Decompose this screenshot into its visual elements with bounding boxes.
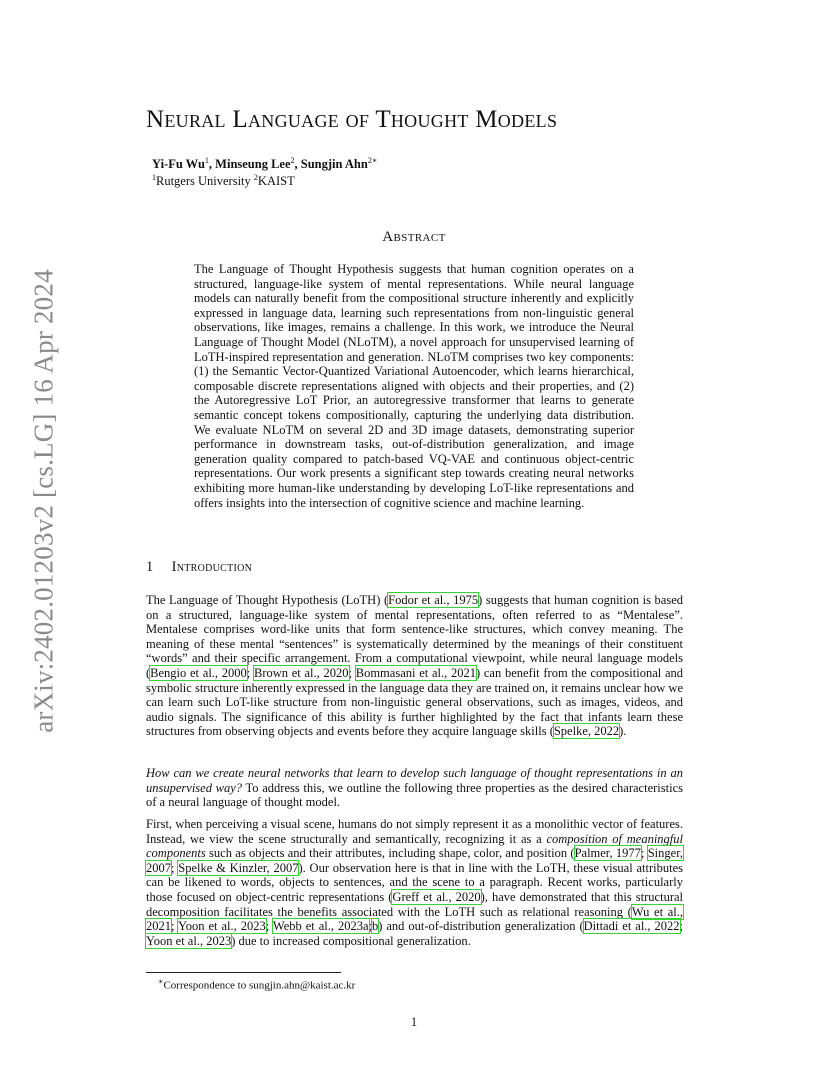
author-affiliation-mark: 2∗ (367, 156, 378, 165)
author-name: Sungjin Ahn (300, 157, 368, 172)
citation-link[interactable]: Greff et al., 2020 (392, 889, 481, 904)
affiliation-mark: 2 (253, 173, 258, 182)
section-number: 1 (146, 559, 154, 575)
affiliation-name: Rutgers University (156, 174, 254, 189)
abstract-heading: Abstract (382, 229, 446, 245)
citation-link[interactable]: Fodor et al., 1975 (388, 593, 479, 607)
footnote-text: Correspondence to sungjin.ahn@kaist.ac.kr (163, 979, 356, 992)
affiliations (152, 173, 295, 189)
author-name: Yi-Fu Wu (152, 157, 205, 172)
citation-link[interactable]: Wu et al., 2021 (146, 904, 684, 934)
abstract-text: The Language of Thought Hypothesis suggests that human cognition operates on a structured, language-like system of mental representations. While neural language models can naturally benefit from the compositional structure inherently and explicitly expressed in language data, learning such representations from non-linguistic general observations, like images, remains a challenge. In this work, we introduce the Neural Language of Thought Model (NLoTM), a novel approach for unsupervised learning of LoTH-inspired representation and generation. NLoTM comprises two key components: (1) the Semantic Vector-Quantized Variational Autoencoder, which learns hierarchical, composable discrete representations aligned with objects and their properties, and (2) the Autoregressive LoT Prior, an autoregressive transformer that learns to generate semantic concept tokens compositionally, capturing the underlying data distribution. We evaluate NLoTM on several 2D and 3D image datasets, demonstrating superior performance in downstream tasks, out-of-distribution generalization, and image generation quality compared to patch-based VQ-VAE and continuous object-centric representations. Our work presents a significant step towards creating neural networks exhibiting more human-like understanding by developing LoT-like representations and offers insights into the intersection of cognitive science and machine learning. (194, 262, 634, 510)
citation-link[interactable]: Bommasani et al., 2021 (355, 665, 476, 680)
intro-paragraph-1: The Language of Thought Hypothesis (LoTH) (Fodor et al., 1975) suggests that human cognition is based on a structured, language-like system of mental representations, often referred to as “Mentalese”. Mentalese comprises word-like units that form sentence-like structures, which convey meaning. The meaning of these mental “sentences” is systematically determined by the meanings of their constituent “words” and their specific arrangement. From a computational viewpoint, while neural language models (Bengio et al., 2000; Brown et al., 2020; Bommasani et al., 2021) can benefit from the compositional and symbolic structure inherently expressed in the language data they are trained on, it remains unclear how we can learn such LoT-like structure from non-linguistic general observations, such as images, videos, and audio signals. The significance of this ability is further highlighted by the fact that infants learn these structures from observing objects and events before they acquire language skills (Spelke, 2022). (146, 593, 684, 739)
citation-link[interactable]: Yoon et al., 2023 (146, 933, 232, 948)
intro-paragraph-3: First, when perceiving a visual scene, humans do not simply represent it as a monolithic vector of features. Instead, we view the scene structurally and semantically, recognizing it as a composition of meaningful components such as objects and their attributes, including shape, color, and position (Palmer, 1977; Singer, 2007; Spelke & Kinzler, 2007). Our observation here is that in line with the LoTH, these visual attributes can be likened to words, objects to sentences, and the scene to a paragraph. Recent works, particularly those focused on object-centric representations (Greff et al., 2020), have demonstrated that this structural decomposition facilitates the benefits associated with the LoTH such as relational reasoning (Wu et al., 2021; Yoon et al., 2023; Webb et al., 2023a;b) and out-of-distribution generalization (Dittadi et al., 2022; Yoon et al., 2023) due to increased compositional generalization. (146, 817, 684, 948)
citation-link[interactable]: Dittadi et al., 2022 (583, 919, 680, 934)
citation-link[interactable]: Spelke & Kinzler, 2007 (178, 860, 299, 875)
page-number: 1 (410, 1015, 418, 1029)
footnote-mark: ∗ (158, 977, 164, 986)
citation-link[interactable]: Yoon et al., 2023 (177, 919, 266, 934)
citation-link[interactable]: Webb et al., 2023a (272, 919, 369, 934)
author-affiliation-mark: 1 (204, 156, 209, 165)
affiliation-mark: 1 (152, 173, 156, 182)
citation-link[interactable]: Spelke, 2022 (553, 724, 620, 739)
affiliation-name: KAIST (257, 174, 295, 189)
citation-link[interactable]: Brown et al., 2020 (254, 665, 349, 680)
arxiv-sidebar-stamp (26, 269, 62, 733)
emphasis: composition of meaningful components (146, 831, 684, 861)
citation-link[interactable]: Bengio et al., 2000 (150, 665, 247, 680)
author-name: Minseung Lee (215, 157, 291, 172)
research-question: How can we create neural networks that learn to develop such language of thought representations in an unsupervised way? (146, 766, 683, 795)
citation-link[interactable]: Singer, 2007 (146, 846, 683, 875)
section-title: Introduction (171, 559, 253, 575)
author-list: Yi-Fu Wu$^1$, Minseung Lee$^2$, Sungjin Ahn$^{2∗}$ (152, 156, 378, 172)
footnote (158, 977, 355, 992)
arxiv-identifier: arXiv:2402.01203v2 [cs.LG] 16 Apr 2024 (28, 269, 59, 733)
section-heading (146, 559, 252, 576)
author-affiliation-mark: 2 (290, 156, 295, 165)
citation-link[interactable]: Palmer, 1977 (574, 846, 641, 861)
intro-paragraph-2: How can we create neural networks that learn to develop such language of thought representations in an unsupervised way? To address this, we outline the following three properties as the desired characteristics of a neural language of thought model. (146, 766, 683, 810)
citation-link[interactable]: b (371, 919, 379, 934)
footnote-divider (146, 972, 341, 973)
paper-title: Neural Language of Thought Models (146, 106, 558, 133)
